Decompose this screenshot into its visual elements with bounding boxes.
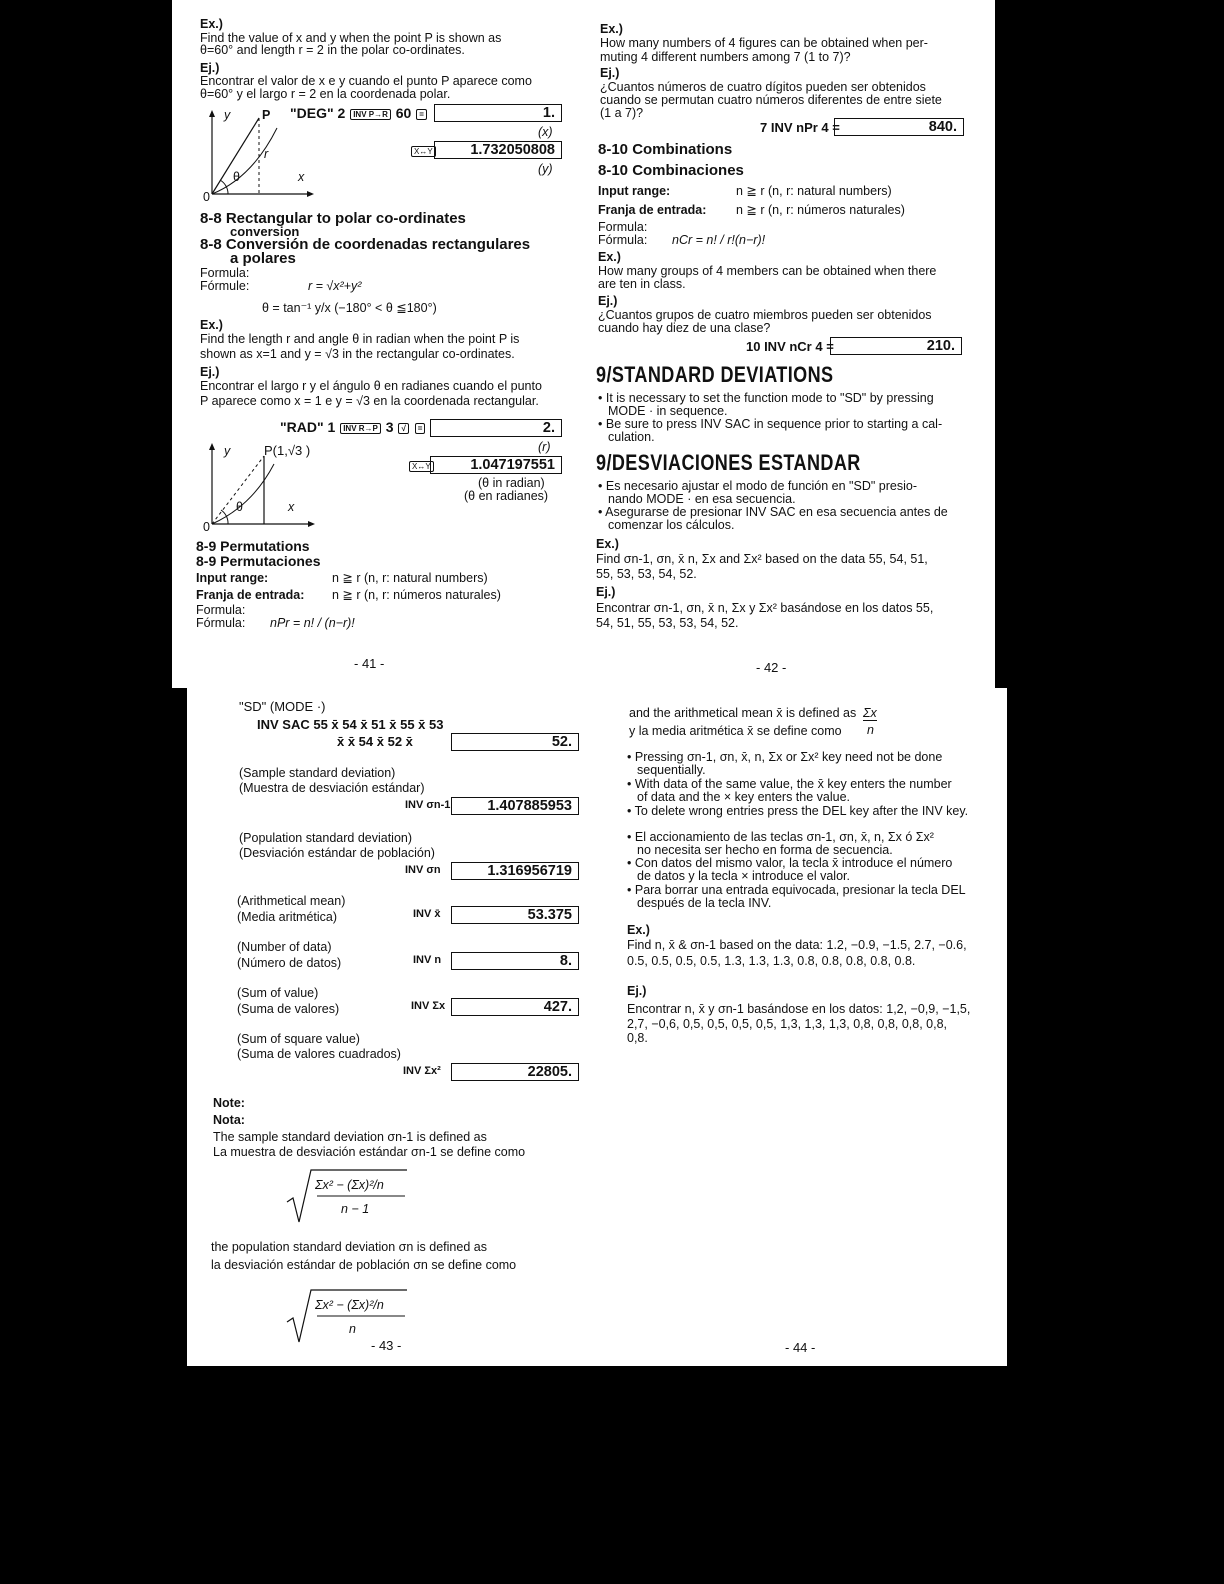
page-number-42: - 42 -: [756, 660, 787, 675]
display-theta-note-es: (θ en radianes): [464, 489, 549, 503]
ex2-line1: How many groups of 4 members can be obtained when there: [598, 264, 937, 278]
rad-tail: 3: [385, 419, 394, 435]
en-bullet2-line2: of data and the × key enters the value.: [637, 790, 850, 804]
formula2-es: Fórmula:: [196, 616, 246, 630]
ej-line1: Encontrar n, x̄ y σn-1 basándose en los datos: 1,2, −0,9, −1,5,: [627, 1002, 971, 1016]
sample-label-es: (Muestra de desviación estándar): [239, 781, 425, 795]
ej2-heading: Ej.): [200, 365, 220, 379]
page-41: [172, 0, 582, 688]
display-mean: 53.375: [451, 906, 579, 924]
sum-label-en: (Sum of value): [237, 986, 319, 1000]
en-bullet1-line1: • Pressing σn-1, σn, x̄, n, Σx or Σx² key need not be done: [627, 750, 943, 764]
sec88-es-line1: 8-8 Conversión de coordenadas rectangulares: [200, 236, 531, 253]
display-theta: 1.047197551: [430, 456, 562, 474]
franja-value: n ≧ r (n, r: números naturales): [332, 588, 501, 602]
diag1-y-label: y: [224, 108, 231, 122]
deg-tail: 60: [395, 105, 412, 121]
ex3-line2: 55, 53, 53, 54, 52.: [596, 567, 697, 581]
es-bullet1-line2: no necesita ser hecho en forma de secuencia.: [637, 843, 893, 857]
pop-sd-radical: [283, 1286, 413, 1346]
ej2-line2: P aparece como x = 1 e y = √3 en la coordenada rectangular.: [200, 394, 539, 408]
mean-frac-num: Σx: [863, 706, 877, 720]
num-label-es: (Número de datos): [237, 956, 342, 970]
page-gutter-mid: [597, 683, 607, 688]
f1-numerator: Σx² − (Σx)²/n: [315, 1178, 384, 1192]
de-title: 9/DESVIACIONES ESTANDAR: [596, 450, 861, 475]
ej-line3: 0,8.: [627, 1031, 648, 1045]
sec810-es: 8-10 Combinaciones: [598, 162, 744, 179]
ex1-heading: Ex.): [200, 17, 223, 31]
es-bullet2-line1: • Con datos del mismo valor, la tecla x̄ introduce el número: [627, 856, 953, 870]
de-bullet1-line2: nando MODE · en esa secuencia.: [608, 492, 796, 506]
page-gutter-top: [582, 0, 590, 688]
display-sum: 427.: [451, 998, 579, 1016]
input-range-value: n ≧ r (n, r: natural numbers): [332, 571, 488, 585]
f2-denominator: n: [349, 1322, 356, 1336]
page-number-44: - 44 -: [785, 1340, 816, 1355]
mean-def-line2: y la media aritmética x̄ se define como: [629, 724, 842, 738]
diag2-x-label: x: [288, 500, 295, 514]
input-range-label: Input range:: [196, 571, 269, 585]
mean-frac-den: n: [867, 723, 874, 737]
en-bullet2-line1: • With data of the same value, the x̄ key enters the number: [627, 777, 952, 791]
diag1-theta-label: θ: [233, 170, 240, 184]
ex3-line1: Find σn-1, σn, x̄ n, Σx and Σx² based on the data 55, 54, 51,: [596, 552, 928, 566]
es-bullet1-line1: • El accionamiento de las teclas σn-1, σn, x̄, n, Σx ó Σx²: [627, 830, 934, 844]
sd-bullet2-line1: • Be sure to press INV SAC in sequence prior to starting a cal-: [598, 417, 943, 431]
equals-key: =: [416, 109, 427, 120]
formula-es-label: Fórmule:: [200, 279, 250, 293]
note-line1: The sample standard deviation σn-1 is defined as: [213, 1130, 487, 1144]
display-y-note: (y): [538, 162, 553, 176]
ex-heading: Ex.): [627, 923, 650, 937]
sd-title: 9/STANDARD DEVIATIONS: [596, 362, 834, 387]
ej1-line1: Encontrar el valor de x e y cuando el punto P aparece como: [200, 74, 532, 88]
display-theta-note-en: (θ in radian): [478, 476, 545, 490]
diag1-x-label: x: [298, 170, 305, 184]
ex2-line1: Find the length r and angle θ in radian when the point P is: [200, 332, 520, 346]
diag2-theta-label: θ: [236, 500, 243, 514]
diag2-origin: 0: [203, 520, 210, 534]
pop-def-line2: la desviación estándar de población σn se define como: [211, 1258, 517, 1272]
ej2-line1: ¿Cuantos grupos de cuatro miembros pueden ser obtenidos: [598, 308, 932, 322]
note-en: Note:: [213, 1096, 245, 1110]
xy-swap-key-wrap: [410, 143, 437, 161]
ex-line2: muting 4 different numbers among 7 (1 to 7)?: [600, 50, 851, 64]
pop-label-en: (Population standard deviation): [239, 831, 413, 845]
pop-label-es: (Desviación estándar de población): [239, 846, 435, 860]
ex2-heading: Ex.): [200, 318, 223, 332]
mean-label-en: (Arithmetical mean): [237, 894, 346, 908]
es-bullet3-line2: después de la tecla INV.: [637, 896, 772, 910]
xy-swap-key: X↔Y: [411, 146, 436, 157]
display-r-note: (r): [538, 440, 551, 454]
sec810-en: 8-10 Combinations: [598, 141, 733, 158]
input-range-label: Input range:: [598, 184, 671, 198]
formula-en: Formula:: [598, 220, 648, 234]
ej1-line2: θ=60° y el largo r = 2 en la coordenada polar.: [200, 87, 451, 101]
sqrt-key: √: [398, 423, 408, 434]
diag1-p-label: P: [262, 108, 271, 122]
ej3-line1: Encontrar σn-1, σn, x̄ n, Σx y Σx² basándose en los datos 55,: [596, 601, 934, 615]
franja-label: Franja de entrada:: [598, 203, 707, 217]
sec88-en-line1: 8-8 Rectangular to polar co-ordinates: [200, 210, 466, 227]
ej2-line2: cuando hay diez de una clase?: [598, 321, 771, 335]
num-label-en: (Number of data): [237, 940, 332, 954]
ex-heading: Ex.): [600, 22, 623, 36]
ej2-heading: Ej.): [598, 294, 618, 308]
ej-heading: Ej.): [627, 984, 647, 998]
mean-def-line1: and the arithmetical mean x̄ is defined as: [629, 706, 857, 720]
display-840: 840.: [834, 118, 964, 136]
ncr-keystroke: 10 INV nCr 4 =: [746, 339, 834, 354]
sd-bullet1-line2: MODE · in sequence.: [608, 404, 728, 418]
franja-label: Franja de entrada:: [196, 588, 305, 602]
ej-line2: cuando se permutan cuatro números diferentes de entre siete: [600, 93, 942, 107]
es-bullet2-line2: de datos y la tecla × introduce el valor.: [637, 869, 850, 883]
en-bullet3: • To delete wrong entries press the DEL key after the INV key.: [627, 804, 969, 818]
page-number-43: - 43 -: [371, 1338, 402, 1353]
sum-keys: INV Σx: [411, 1000, 446, 1012]
note-es: Nota:: [213, 1113, 245, 1127]
equals-key: =: [415, 423, 426, 434]
mean-keys: INV x̄: [413, 908, 441, 920]
diag1-r-label: r: [264, 147, 269, 161]
mean-label-es: (Media aritmética): [237, 910, 338, 924]
sd-mode-line: "SD" (MODE ·): [239, 699, 326, 714]
display-sample-sd: 1.407885953: [451, 797, 579, 815]
npr-keystroke: 7 INV nPr 4 =: [760, 120, 840, 135]
sample-sd-radical: [283, 1166, 413, 1226]
sumsq-label-es: (Suma de valores cuadrados): [237, 1047, 401, 1061]
sec88-es-line2: a polares: [230, 250, 296, 267]
sec88-en-line2: conversion: [230, 224, 300, 239]
sample-label-en: (Sample standard deviation): [239, 766, 396, 780]
display-210: 210.: [830, 337, 962, 355]
sd-keys-line1: INV SAC 55 x̄ 54 x̄ 51 x̄ 55 x̄ 53: [257, 717, 444, 732]
display-y: 1.732050808: [434, 141, 562, 159]
de-bullet2-line1: • Asegurarse de presionar INV SAC en esa secuencia antes de: [598, 505, 948, 519]
diag1-origin: 0: [203, 190, 210, 204]
sd-bullet1-line1: • It is necessary to set the function mode to "SD" by pressing: [598, 391, 934, 405]
pop-def-line1: the population standard deviation σn is defined as: [211, 1240, 487, 1254]
sumsq-label-en: (Sum of square value): [237, 1032, 360, 1046]
display-pop-sd: 1.316956719: [451, 862, 579, 880]
ej1-heading: Ej.): [200, 61, 220, 75]
page-44: [597, 688, 1007, 1366]
ej-line3: (1 a 7)?: [600, 106, 644, 120]
display-count: 8.: [451, 952, 579, 970]
formula2-en: Formula:: [196, 603, 246, 617]
sum-label-es: (Suma de valores): [237, 1002, 340, 1016]
ex-line1: Find n, x̄ & σn-1 based on the data: 1.2, −0.9, −1.5, 2.7, −0.6,: [627, 938, 967, 952]
formula-r: r = √x²+y²: [308, 279, 362, 293]
de-bullet1-line1: • Es necesario ajustar el modo de función en "SD" presio-: [598, 479, 917, 493]
sec89-es: 8-9 Permutaciones: [196, 553, 321, 569]
ex-line2: 0.5, 0.5, 0.5, 0.5, 1.3, 1.3, 1.3, 0.8, 0.8, 0.8, 0.8, 0.8.: [627, 954, 916, 968]
formula-theta: θ = tan⁻¹ y/x (−180° < θ ≦180°): [262, 301, 437, 315]
display-x: 1.: [434, 104, 562, 122]
input-range-value: n ≧ r (n, r: natural numbers): [736, 184, 892, 198]
pop-keys: INV σn: [405, 864, 441, 876]
sumsq-keys: INV Σx²: [403, 1065, 441, 1077]
franja-value: n ≧ r (n, r: números naturales): [736, 203, 905, 217]
note-line2: La muestra de desviación estándar σn-1 se define como: [213, 1145, 526, 1159]
en-bullet1-line2: sequentially.: [637, 763, 706, 777]
f2-numerator: Σx² − (Σx)²/n: [315, 1298, 384, 1312]
page-42: [590, 0, 995, 688]
display-52: 52.: [451, 733, 579, 751]
ex2-line2: are ten in class.: [598, 277, 686, 291]
xy-swap-key-2: X↔Y: [409, 461, 434, 472]
num-keys: INV n: [413, 954, 442, 966]
ex-line1: How many numbers of 4 figures can be obtained when per-: [600, 36, 928, 50]
sd-bullet2-line2: culation.: [608, 430, 655, 444]
display-x-note: (x): [538, 125, 553, 139]
ex1-line1: Find the value of x and y when the point P is shown as: [200, 31, 502, 45]
formula-en-label: Formula:: [200, 266, 250, 280]
sample-keys: INV σn-1: [405, 799, 451, 811]
npr-formula: nPr = n! / (n−r)!: [270, 616, 355, 630]
page-number-41: - 41 -: [354, 656, 385, 671]
ex2-heading: Ex.): [598, 250, 621, 264]
ej2-line1: Encontrar el largo r y el ángulo θ en radianes cuando el punto: [200, 379, 542, 393]
diag2-y-label: y: [224, 444, 231, 458]
ncr-formula: nCr = n! / r!(n−r)!: [672, 233, 766, 247]
rad-keystroke: [280, 419, 426, 435]
display-r: 2.: [430, 419, 562, 437]
ej-heading: Ej.): [600, 66, 620, 80]
sd-keys-line2: x̄ x̄ 54 x̄ 52 x̄: [337, 734, 413, 749]
diag2-p-label: P(1,√3 ): [264, 443, 311, 458]
page-43: [187, 688, 597, 1366]
ej3-line2: 54, 51, 55, 53, 53, 54, 52.: [596, 616, 739, 630]
ej-line2: 2,7, −0,6, 0,5, 0,5, 0,5, 0,5, 1,3, 1,3, 1,3, 0,8, 0,8, 0,8, 0,8,: [627, 1017, 948, 1031]
inv-p-r-key: INV P→R: [350, 109, 391, 120]
rad-label: "RAD" 1: [280, 419, 336, 435]
sec89-en: 8-9 Permutations: [196, 538, 310, 554]
es-bullet3-line1: • Para borrar una entrada equivocada, presionar la tecla DEL: [627, 883, 966, 897]
ej-line1: ¿Cuantos números de cuatro dígitos pueden ser obtenidos: [600, 80, 926, 94]
ej3-heading: Ej.): [596, 585, 616, 599]
inv-r-p-key: INV R→P: [340, 423, 381, 434]
de-bullet2-line2: comenzar los cálculos.: [608, 518, 735, 532]
ex1-line2: θ=60° and length r = 2 in the polar co-ordinates.: [200, 43, 465, 57]
ex2-line2: shown as x=1 and y = √3 in the rectangular co-ordinates.: [200, 347, 515, 361]
formula-es: Fórmula:: [598, 233, 648, 247]
f1-denominator: n − 1: [341, 1202, 370, 1216]
deg-label: "DEG" 2: [290, 105, 346, 121]
display-sumsq: 22805.: [451, 1063, 579, 1081]
ex3-heading: Ex.): [596, 537, 619, 551]
